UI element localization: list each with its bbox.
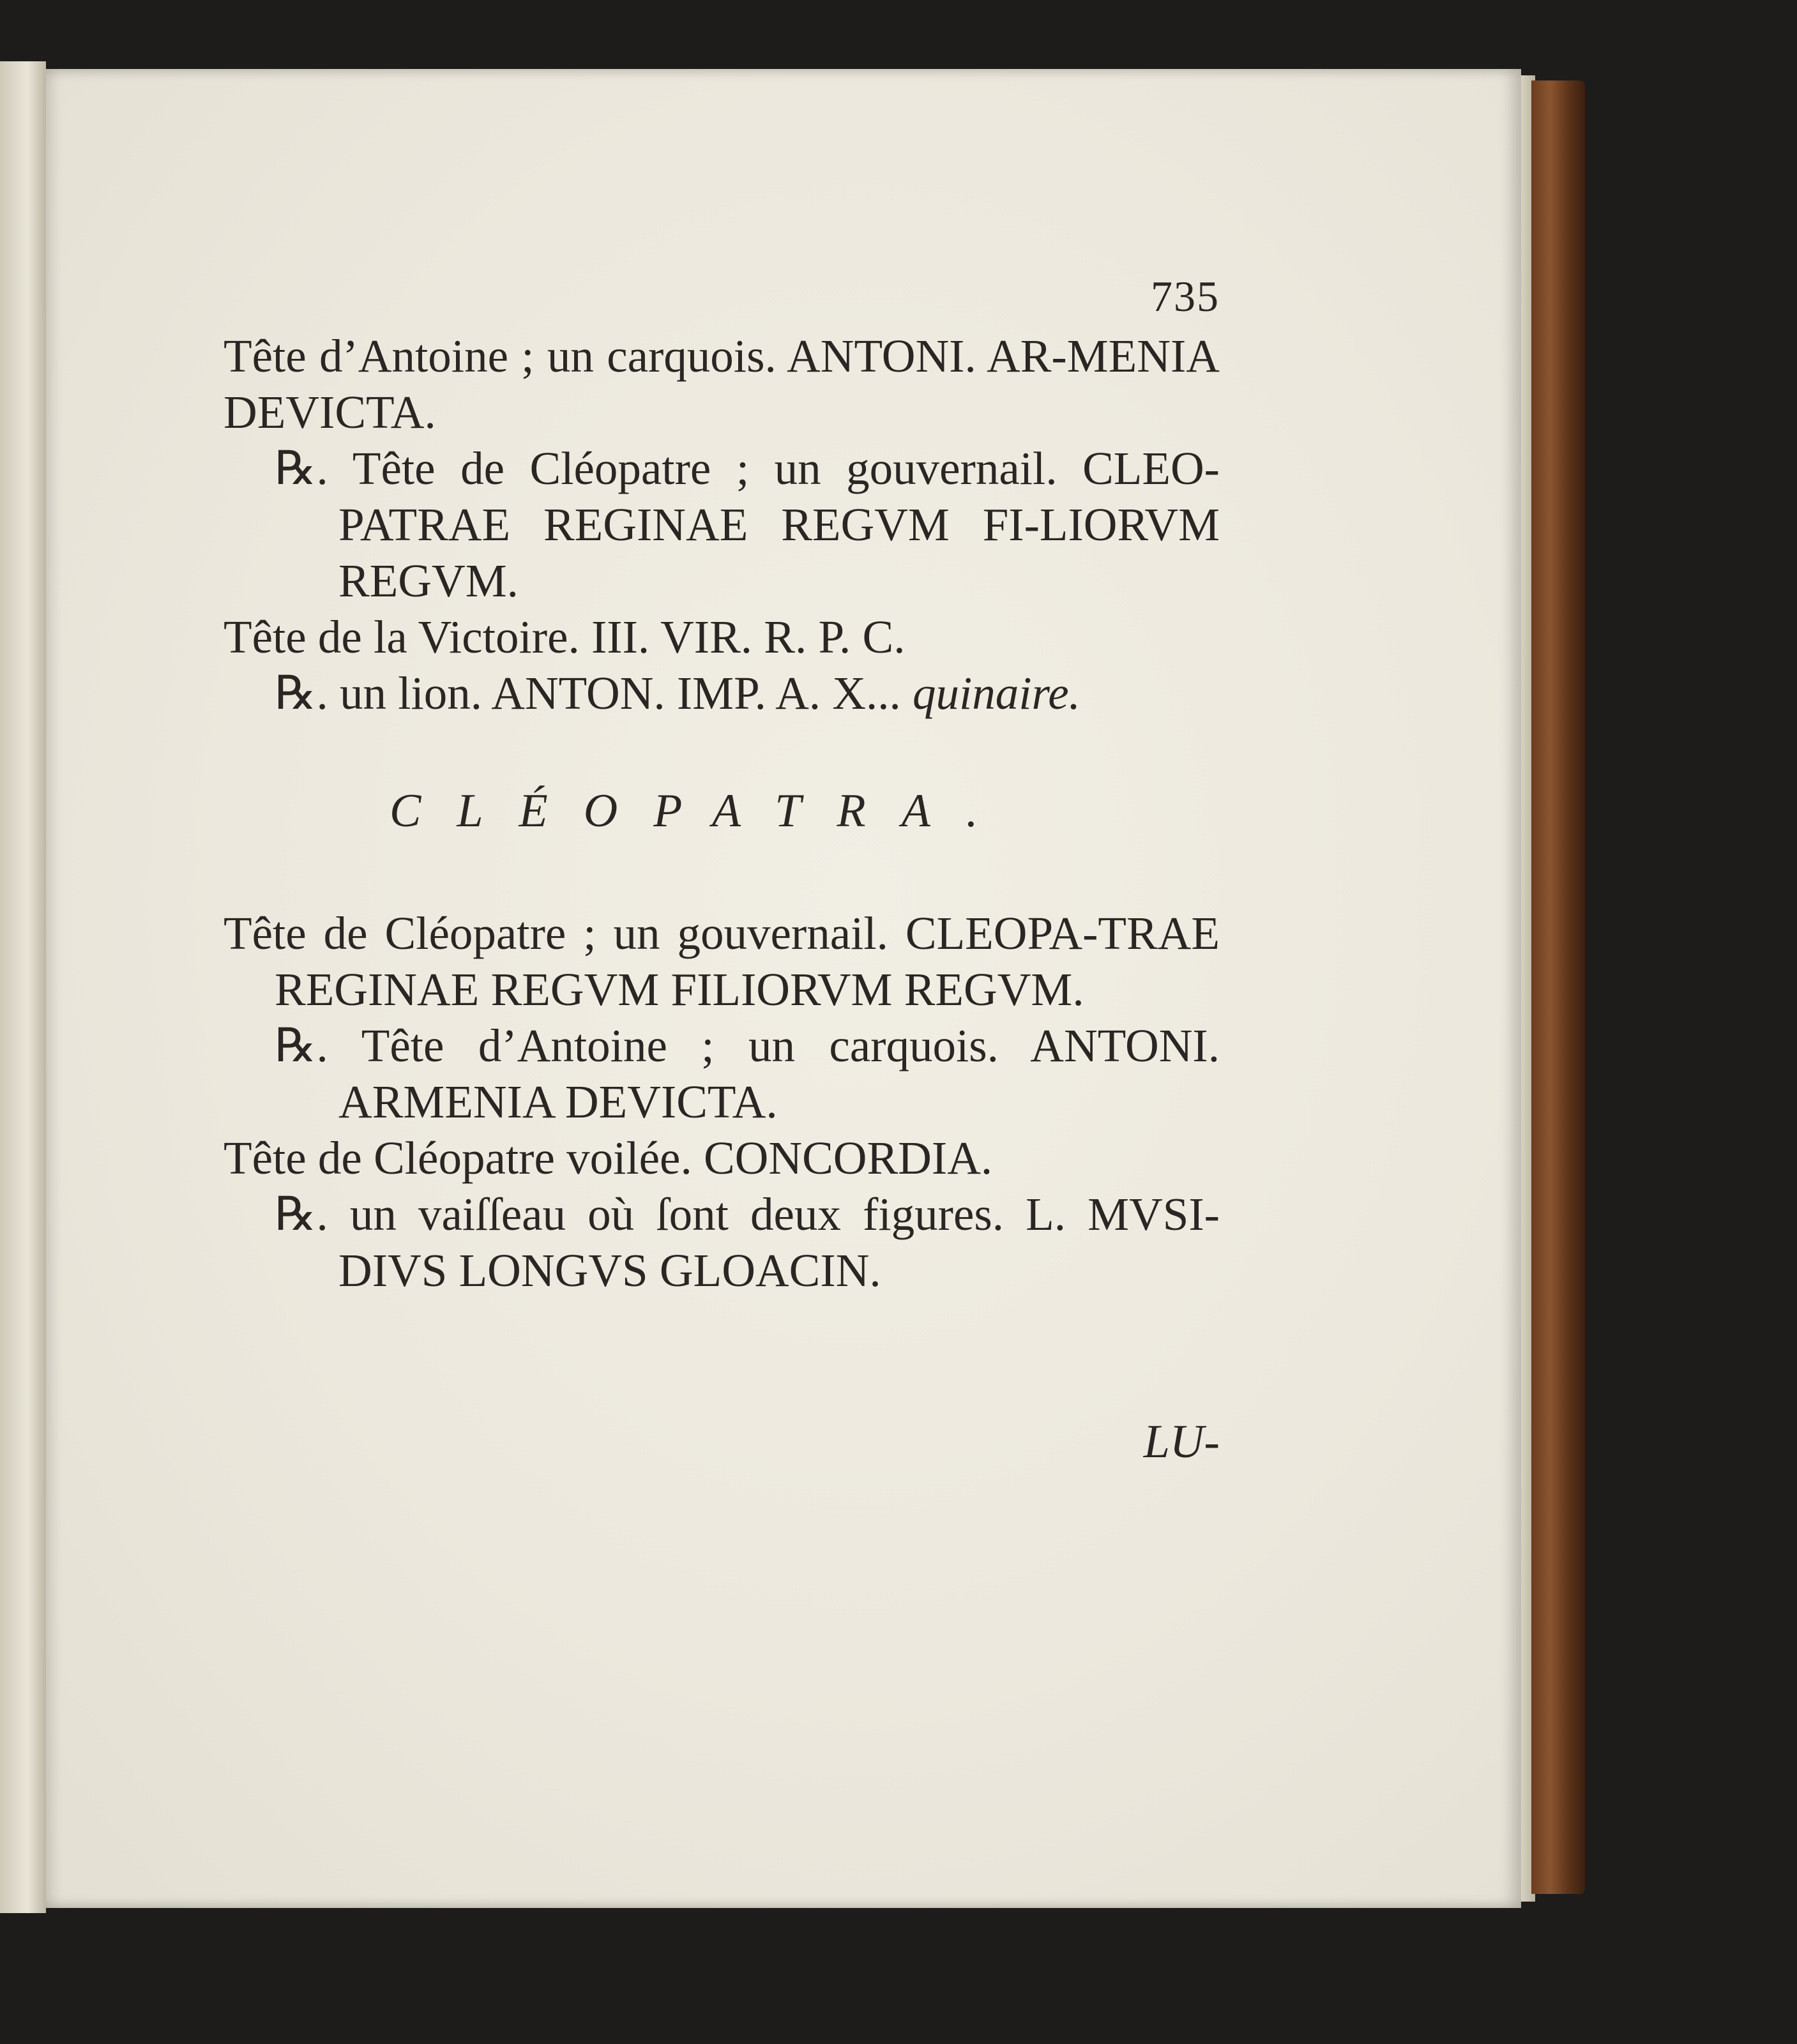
entry-text: ℞. un lion. ANTON. IMP. A. X... <box>275 667 901 719</box>
catchword: LU- <box>1143 1416 1220 1468</box>
section-heading: CLÉOPATRA. <box>390 785 1014 837</box>
entry-obverse: Tête d’Antoine ; un carquois. ANTONI. AR-MENIA DEVICTA. <box>224 330 1220 438</box>
entry-obverse: Tête de la Victoire. III. VIR. R. P. C. <box>224 611 906 663</box>
entry-obverse: Tête de Cléopatre voilée. CONCORDIA. <box>224 1132 993 1184</box>
page-number: 735 <box>1151 272 1220 321</box>
entry-reverse: ℞. un vaiſſeau où ſont deux figures. L. MVSI-DIVS LONGVS GLOACIN. <box>275 1188 1220 1296</box>
leather-cover <box>1531 80 1585 1894</box>
entry-reverse <box>224 665 1220 722</box>
page-text <box>224 268 1220 1470</box>
entry-italic-note: quinaire. <box>913 667 1080 719</box>
entry-obverse: Tête de Cléopatre ; un gouvernail. CLEOPA-TRAE REGINAE REGVM FILIORVM REGVM. <box>224 907 1220 1015</box>
left-page-edge <box>0 61 46 1913</box>
entry-reverse: ℞. Tête d’Antoine ; un carquois. ANTONI. ARMENIA DEVICTA. <box>275 1020 1220 1128</box>
entry-reverse: ℞. Tête de Cléopatre ; un gouvernail. CLEO-PATRAE REGINAE REGVM FI-LIORVM REGVM. <box>275 443 1220 607</box>
